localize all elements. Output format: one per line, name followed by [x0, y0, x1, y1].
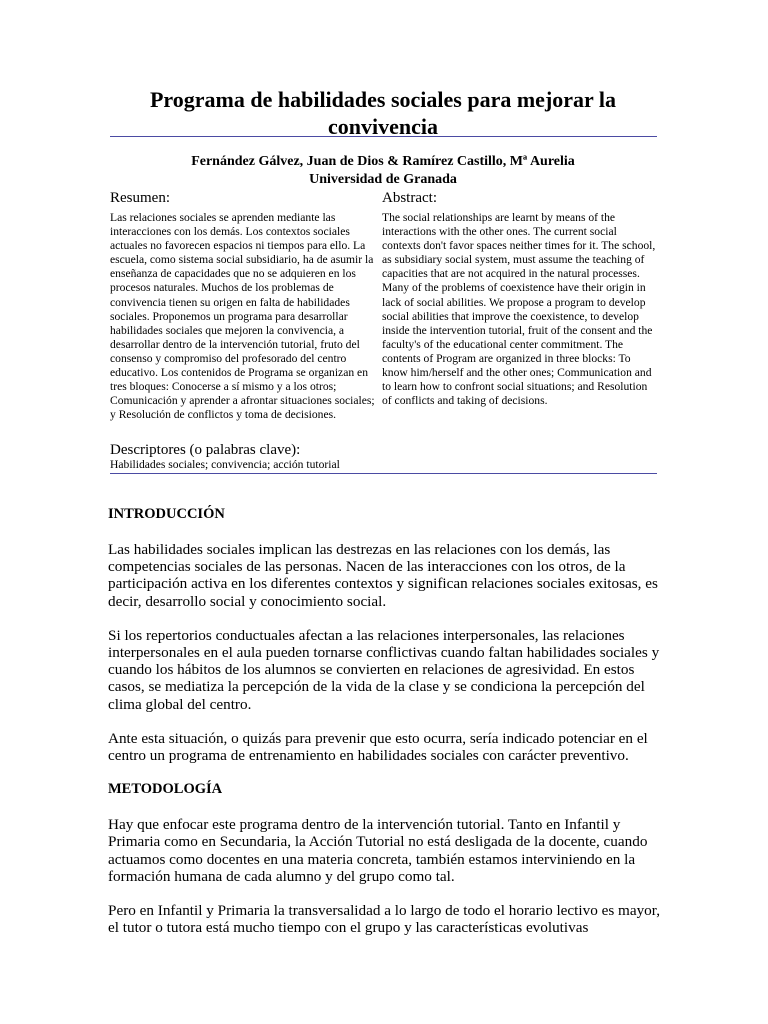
- affiliation: Universidad de Granada: [309, 172, 457, 187]
- introduction-heading: INTRODUCCIÓN: [108, 506, 225, 522]
- resumen-column: [110, 189, 380, 422]
- method-paragraph-1: Hay que enfocar este programa dentro de la intervención tutorial. Tanto en Infantil y Primaria como en Secundaria, la Acción Tutorial no está desligada de la docente, cuando actuamos como docentes en una materia concreta, también estamos interviniendo en la formación humana de cada alumno y del grupo como tal.: [108, 816, 648, 885]
- resumen-text: Las relaciones sociales se aprenden mediante las interacciones con los demás. Los contextos sociales actuales no favorecen espacios ni tiempos para ello. La escuela, como sistema social subsidiario, ha de asumir la enseñanza de capacidades que no se adquieren en los procesos naturales. Muchos de los problemas de convivencia tienen su origen en falta de habilidades sociales. Proponemos un programa para desarrollar habilidades sociales que mejoren la convivencia, a desarrollar dentro de la intervención tutorial, fruto del consenso y compromiso del profesorado del centro educativo. Los contenidos de Programa se organizan en tres bloques: Conocerse a sí mismo y a los otros; Comunicación y aprender a afrontar situaciones sociales; y Resolución de conflictos y toma de decisiones.: [110, 211, 375, 422]
- author-block: [108, 153, 658, 189]
- intro-paragraph-1: Las habilidades sociales implican las destrezas en las relaciones con los demás, las competencias sociales de las personas. Nacen de las interacciones con los otros, de la participación activa en los diferentes contextos y significan relaciones sociales exitosas, es decir, desarrollo social y conocimiento social.: [108, 541, 658, 610]
- abstract-column: [382, 189, 658, 408]
- title-divider: [110, 136, 657, 137]
- abstract-divider: [110, 473, 657, 474]
- intro-paragraph-3: Ante esta situación, o quizás para prevenir que esto ocurra, sería indicado potenciar en el centro un programa de entrenamiento en habilidades sociales con carácter preventivo.: [108, 729, 648, 765]
- resumen-heading: Resumen:: [110, 190, 170, 206]
- author-names: Fernández Gálvez, Juan de Dios & Ramírez Castillo, Mª Aurelia: [191, 154, 575, 169]
- keywords-heading: Descriptores (o palabras clave):: [110, 442, 301, 458]
- abstract-text: The social relationships are learnt by means of the interactions with the other ones. The current social contexts don't favor spaces neither times for it. The school, as subsidiary social system, must assume the teaching of capacities that are not acquired in the natural processes. Many of the problems of coexistence have their origin in lack of social abilities. We propose a program to develop social abilities that improve the coexistence, to develop inside the intervention tutorial, fruit of the consent and the faculty's of the educational center commitment. The contents of Program are organized in three blocks: To know him/herself and the other ones; Communication and to learn how to confront social situations; and Resolution of conflicts and taking of decisions.: [382, 211, 656, 408]
- methodology-heading: METODOLOGÍA: [108, 781, 223, 798]
- method-paragraph-2: Pero en Infantil y Primaria la transversalidad a lo largo de todo el horario lectivo es mayor, el tutor o tutora está mucho tiempo con el grupo y las características evolutivas: [108, 902, 661, 937]
- abstract-heading: Abstract:: [382, 190, 437, 206]
- main-body: [108, 506, 660, 953]
- keywords-text: Habilidades sociales; convivencia; acción tutorial: [110, 458, 340, 471]
- paper-title: Programa de habilidades sociales para mejorar la convivencia: [149, 87, 617, 139]
- intro-paragraph-2: Si los repertorios conductuales afectan a las relaciones interpersonales, las relaciones interpersonales en el aula pueden tornarse conflictivas cuando faltan habilidades sociales y cuando los hábitos de los alumnos se convierten en relaciones de agresividad. En estos casos, se mediatiza la percepción de la vida de la clase y se condiciona la percepción del clima global del centro.: [108, 626, 660, 713]
